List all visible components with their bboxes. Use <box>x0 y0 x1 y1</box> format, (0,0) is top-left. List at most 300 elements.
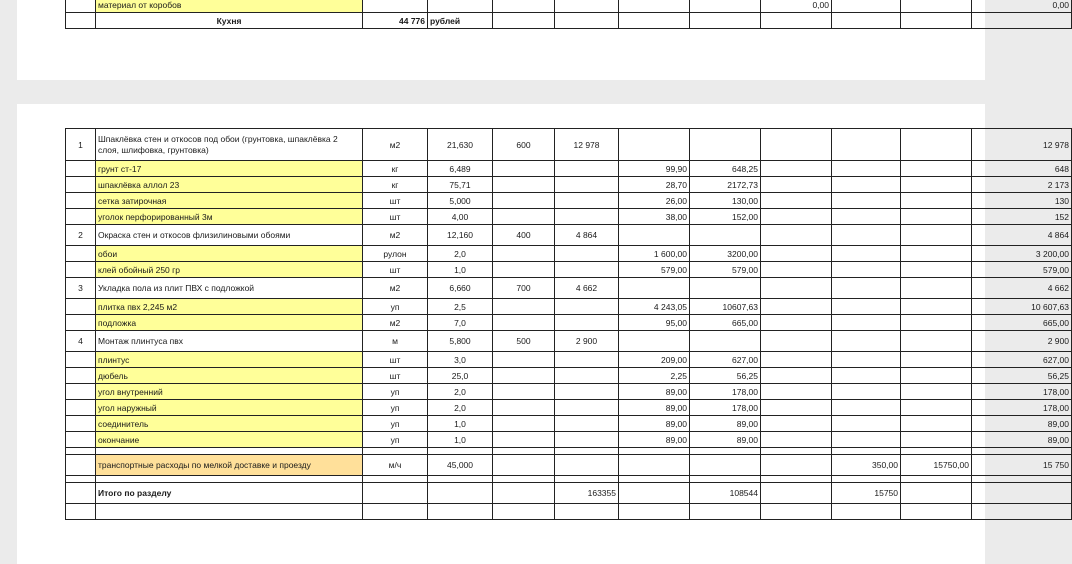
page-bottom-sheet <box>17 104 1069 564</box>
empty-cell <box>66 416 96 432</box>
material-sum: 89,00 <box>690 416 761 432</box>
empty-cell <box>619 504 690 520</box>
empty-cell <box>832 315 901 331</box>
empty-cell <box>96 448 363 455</box>
empty-cell <box>555 299 619 315</box>
material-name: уголок перфорированный 3м <box>96 209 363 225</box>
empty-cell <box>493 209 555 225</box>
empty-cell <box>555 262 619 278</box>
spacer-row <box>66 476 1072 483</box>
material-quantity: 25,0 <box>428 368 493 384</box>
empty-cell <box>555 448 619 455</box>
empty-cell <box>901 448 972 455</box>
empty-cell <box>363 0 428 13</box>
empty-cell <box>832 177 901 193</box>
work-price: 400 <box>493 225 555 246</box>
material-sum: 579,00 <box>690 262 761 278</box>
empty-cell <box>901 177 972 193</box>
section-summary-row <box>66 483 1072 504</box>
work-unit: м2 <box>363 225 428 246</box>
next-row <box>66 504 1072 520</box>
work-name: Окраска стен и откосов флизилиновыми обоями <box>96 225 363 246</box>
material-row <box>66 384 1072 400</box>
empty-cell <box>832 278 901 299</box>
empty-cell <box>493 352 555 368</box>
empty-cell <box>493 416 555 432</box>
material-name: плитка пвх 2,245 м2 <box>96 299 363 315</box>
empty-cell <box>901 209 972 225</box>
empty-cell <box>832 299 901 315</box>
material-sum: 152,00 <box>690 209 761 225</box>
empty-cell <box>690 476 761 483</box>
empty-cell <box>832 331 901 352</box>
material-unit: шт <box>363 193 428 209</box>
empty-cell <box>901 262 972 278</box>
empty-cell <box>66 483 96 504</box>
empty-cell <box>761 483 832 504</box>
empty-cell <box>555 455 619 476</box>
empty-cell <box>901 225 972 246</box>
empty-cell <box>493 448 555 455</box>
empty-cell <box>832 504 901 520</box>
material-unit: кг <box>363 161 428 177</box>
empty-cell <box>901 483 972 504</box>
empty-cell <box>66 209 96 225</box>
empty-cell <box>901 193 972 209</box>
material-name: обои <box>96 246 363 262</box>
empty-cell <box>832 246 901 262</box>
material-sum: 3200,00 <box>690 246 761 262</box>
empty-cell <box>96 504 363 520</box>
empty-cell <box>761 129 832 161</box>
empty-cell <box>901 432 972 448</box>
empty-cell <box>555 193 619 209</box>
work-name: Шпаклёвка стен и откосов под обои (грунтовка, шпаклёвка 2 слоя, шлифовка, грунтовка) <box>96 129 363 161</box>
empty-cell <box>901 331 972 352</box>
work-quantity: 5,800 <box>428 331 493 352</box>
empty-cell <box>555 246 619 262</box>
empty-cell <box>901 246 972 262</box>
material-name: подложка <box>96 315 363 331</box>
work-name: Монтаж плинтуса пвх <box>96 331 363 352</box>
page-top-sheet <box>17 0 1069 80</box>
empty-cell <box>493 455 555 476</box>
empty-cell <box>363 448 428 455</box>
material-name: угол наружный <box>96 400 363 416</box>
empty-cell <box>761 299 832 315</box>
material-unit: шт <box>363 209 428 225</box>
empty-cell <box>690 331 761 352</box>
material-quantity: 1,0 <box>428 432 493 448</box>
material-quantity: 75,71 <box>428 177 493 193</box>
material-price: 26,00 <box>619 193 690 209</box>
empty-cell <box>761 13 832 29</box>
work-sum: 12 978 <box>555 129 619 161</box>
work-row <box>66 278 1072 299</box>
empty-cell <box>96 476 363 483</box>
material-row <box>66 352 1072 368</box>
row-total-cell: 648 <box>972 161 1072 177</box>
empty-cell <box>493 483 555 504</box>
work-unit: м <box>363 331 428 352</box>
empty-cell <box>619 129 690 161</box>
material-price: 89,00 <box>619 400 690 416</box>
material-sum: 665,00 <box>690 315 761 331</box>
material-row <box>66 161 1072 177</box>
empty-cell <box>690 455 761 476</box>
empty-cell <box>901 129 972 161</box>
work-name: Укладка пола из плит ПВХ с подложкой <box>96 278 363 299</box>
material-sum: 178,00 <box>690 384 761 400</box>
empty-cell <box>619 225 690 246</box>
empty-cell <box>690 278 761 299</box>
material-row <box>66 432 1072 448</box>
material-quantity: 1,0 <box>428 262 493 278</box>
work-unit: м2 <box>363 278 428 299</box>
empty-cell <box>761 315 832 331</box>
material-row <box>66 416 1072 432</box>
material-sum: 10607,63 <box>690 299 761 315</box>
empty-cell <box>555 209 619 225</box>
empty-cell <box>972 476 1072 483</box>
material-name: шпаклёвка аллол 23 <box>96 177 363 193</box>
room-name: Кухня <box>96 13 363 29</box>
material-row <box>66 0 1072 13</box>
material-price: 95,00 <box>619 315 690 331</box>
empty-cell <box>493 177 555 193</box>
empty-cell <box>972 483 1072 504</box>
empty-cell <box>493 262 555 278</box>
material-quantity: 2,5 <box>428 299 493 315</box>
material-unit: м2 <box>363 315 428 331</box>
summary-works-total: 163355 <box>555 483 619 504</box>
work-number: 3 <box>66 278 96 299</box>
empty-cell <box>493 384 555 400</box>
material-price: 89,00 <box>619 432 690 448</box>
material-sum: 627,00 <box>690 352 761 368</box>
material-sum: 89,00 <box>690 432 761 448</box>
empty-cell <box>66 177 96 193</box>
material-price: 99,90 <box>619 161 690 177</box>
empty-cell <box>555 0 619 13</box>
empty-cell <box>493 0 555 13</box>
empty-cell <box>619 13 690 29</box>
material-name: угол внутренний <box>96 384 363 400</box>
empty-cell <box>901 416 972 432</box>
empty-cell <box>493 193 555 209</box>
transport-row <box>66 455 1072 476</box>
material-quantity: 2,0 <box>428 246 493 262</box>
row-total-cell: 579,00 <box>972 262 1072 278</box>
row-total-cell: 130 <box>972 193 1072 209</box>
empty-cell <box>555 416 619 432</box>
empty-cell <box>428 483 493 504</box>
empty-cell <box>832 193 901 209</box>
empty-cell <box>761 225 832 246</box>
material-name: клей обойный 250 гр <box>96 262 363 278</box>
empty-cell <box>761 262 832 278</box>
empty-cell <box>619 0 690 13</box>
empty-cell <box>493 246 555 262</box>
empty-cell <box>66 400 96 416</box>
empty-cell <box>428 448 493 455</box>
empty-cell <box>363 476 428 483</box>
empty-cell <box>66 448 96 455</box>
empty-cell <box>832 0 901 13</box>
work-sum: 4 662 <box>555 278 619 299</box>
empty-cell <box>619 455 690 476</box>
row-total-cell: 4 662 <box>972 278 1072 299</box>
empty-cell <box>761 331 832 352</box>
empty-cell <box>761 416 832 432</box>
empty-cell <box>690 504 761 520</box>
empty-cell <box>66 476 96 483</box>
empty-cell <box>761 246 832 262</box>
material-quantity: 6,489 <box>428 161 493 177</box>
empty-cell <box>555 352 619 368</box>
work-row <box>66 331 1072 352</box>
empty-cell <box>832 368 901 384</box>
transport-quantity: 45,000 <box>428 455 493 476</box>
empty-cell <box>66 384 96 400</box>
row-total-cell: 178,00 <box>972 400 1072 416</box>
material-row <box>66 209 1072 225</box>
empty-cell <box>761 384 832 400</box>
material-unit: уп <box>363 384 428 400</box>
empty-cell <box>66 504 96 520</box>
work-quantity: 12,160 <box>428 225 493 246</box>
material-name: материал от коробов <box>96 0 363 13</box>
empty-cell <box>363 504 428 520</box>
work-number: 2 <box>66 225 96 246</box>
row-total-cell: 2 900 <box>972 331 1072 352</box>
empty-cell <box>832 384 901 400</box>
material-name: соединитель <box>96 416 363 432</box>
empty-cell <box>832 416 901 432</box>
empty-cell <box>619 483 690 504</box>
empty-cell <box>761 209 832 225</box>
material-sum: 2172,73 <box>690 177 761 193</box>
empty-cell <box>66 368 96 384</box>
empty-cell <box>690 225 761 246</box>
material-quantity: 3,0 <box>428 352 493 368</box>
row-total-cell: 10 607,63 <box>972 299 1072 315</box>
row-total-cell: 12 978 <box>972 129 1072 161</box>
empty-cell <box>761 278 832 299</box>
empty-cell <box>832 225 901 246</box>
empty-cell <box>832 262 901 278</box>
transport-price: 350,00 <box>832 455 901 476</box>
work-price: 700 <box>493 278 555 299</box>
empty-cell <box>761 193 832 209</box>
material-unit: уп <box>363 432 428 448</box>
spacer-row <box>66 448 1072 455</box>
empty-cell <box>832 400 901 416</box>
empty-cell <box>493 504 555 520</box>
empty-cell <box>901 504 972 520</box>
empty-cell <box>66 262 96 278</box>
material-sum: 56,25 <box>690 368 761 384</box>
material-price: 4 243,05 <box>619 299 690 315</box>
empty-cell <box>428 0 493 13</box>
empty-cell <box>428 476 493 483</box>
empty-cell <box>832 129 901 161</box>
summary-label: Итого по разделу <box>96 483 363 504</box>
material-price: 1 600,00 <box>619 246 690 262</box>
material-row <box>66 315 1072 331</box>
empty-cell <box>690 0 761 13</box>
empty-cell <box>493 400 555 416</box>
empty-cell <box>555 13 619 29</box>
material-unit: шт <box>363 352 428 368</box>
empty-cell <box>761 368 832 384</box>
material-sum: 130,00 <box>690 193 761 209</box>
empty-cell <box>901 476 972 483</box>
empty-cell <box>493 315 555 331</box>
material-price: 28,70 <box>619 177 690 193</box>
empty-cell <box>832 476 901 483</box>
row-total-cell: 4 864 <box>972 225 1072 246</box>
work-sum: 4 864 <box>555 225 619 246</box>
empty-cell <box>690 13 761 29</box>
row-total-cell: 89,00 <box>972 432 1072 448</box>
material-quantity: 5,000 <box>428 193 493 209</box>
transport-name: транспортные расходы по мелкой доставке и проезду <box>96 455 363 476</box>
material-price: 209,00 <box>619 352 690 368</box>
empty-cell <box>66 432 96 448</box>
empty-cell <box>493 299 555 315</box>
empty-cell <box>761 455 832 476</box>
row-total-cell: 0,00 <box>972 0 1072 13</box>
material-sum: 178,00 <box>690 400 761 416</box>
row-total-cell: 56,25 <box>972 368 1072 384</box>
empty-cell <box>493 368 555 384</box>
empty-cell <box>761 432 832 448</box>
empty-cell <box>761 161 832 177</box>
material-unit: уп <box>363 400 428 416</box>
empty-cell <box>761 504 832 520</box>
material-row <box>66 177 1072 193</box>
empty-cell <box>66 352 96 368</box>
work-price: 600 <box>493 129 555 161</box>
material-name: окончание <box>96 432 363 448</box>
row-total-cell: 665,00 <box>972 315 1072 331</box>
empty-cell <box>901 400 972 416</box>
material-total-cell: 0,00 <box>761 0 832 13</box>
material-unit: шт <box>363 368 428 384</box>
estimate-table-main <box>65 128 1072 520</box>
row-total-cell: 15 750 <box>972 455 1072 476</box>
empty-cell <box>901 161 972 177</box>
material-unit: уп <box>363 299 428 315</box>
material-sum: 648,25 <box>690 161 761 177</box>
work-price: 500 <box>493 331 555 352</box>
material-row <box>66 400 1072 416</box>
empty-cell <box>555 384 619 400</box>
row-total-cell: 2 173 <box>972 177 1072 193</box>
work-unit: м2 <box>363 129 428 161</box>
empty-cell <box>555 400 619 416</box>
material-unit: уп <box>363 416 428 432</box>
material-price: 38,00 <box>619 209 690 225</box>
material-unit: рулон <box>363 246 428 262</box>
summary-materials-total: 108544 <box>690 483 761 504</box>
empty-cell <box>761 177 832 193</box>
empty-cell <box>66 161 96 177</box>
work-quantity: 21,630 <box>428 129 493 161</box>
empty-cell <box>66 193 96 209</box>
empty-cell <box>619 331 690 352</box>
empty-cell <box>832 161 901 177</box>
empty-cell <box>493 161 555 177</box>
empty-cell <box>901 278 972 299</box>
material-price: 89,00 <box>619 384 690 400</box>
material-quantity: 4,00 <box>428 209 493 225</box>
estimate-table-top <box>65 0 1072 29</box>
row-total-cell: 89,00 <box>972 416 1072 432</box>
empty-cell <box>901 368 972 384</box>
transport-unit: м/ч <box>363 455 428 476</box>
empty-cell <box>761 352 832 368</box>
empty-cell <box>555 177 619 193</box>
empty-cell <box>363 483 428 504</box>
material-row <box>66 262 1072 278</box>
empty-cell <box>972 13 1072 29</box>
room-total-row <box>66 13 1072 29</box>
empty-cell <box>761 476 832 483</box>
empty-cell <box>832 13 901 29</box>
material-row <box>66 368 1072 384</box>
material-name: плинтус <box>96 352 363 368</box>
material-quantity: 7,0 <box>428 315 493 331</box>
material-quantity: 1,0 <box>428 416 493 432</box>
empty-cell <box>832 352 901 368</box>
material-row <box>66 193 1072 209</box>
material-name: грунт ст-17 <box>96 161 363 177</box>
material-row <box>66 299 1072 315</box>
empty-cell <box>493 476 555 483</box>
empty-cell <box>555 476 619 483</box>
empty-cell <box>493 13 555 29</box>
work-number: 4 <box>66 331 96 352</box>
empty-cell <box>619 476 690 483</box>
work-quantity: 6,660 <box>428 278 493 299</box>
empty-cell <box>555 504 619 520</box>
empty-cell <box>690 129 761 161</box>
row-total-cell: 3 200,00 <box>972 246 1072 262</box>
work-row <box>66 129 1072 161</box>
empty-cell <box>901 352 972 368</box>
work-number: 1 <box>66 129 96 161</box>
empty-cell <box>66 246 96 262</box>
empty-cell <box>555 315 619 331</box>
material-quantity: 2,0 <box>428 400 493 416</box>
material-price: 89,00 <box>619 416 690 432</box>
empty-cell <box>761 448 832 455</box>
room-total-amount: 44 776 <box>363 13 428 29</box>
empty-cell <box>761 400 832 416</box>
empty-cell <box>832 209 901 225</box>
empty-cell <box>972 504 1072 520</box>
empty-cell <box>66 455 96 476</box>
empty-cell <box>972 448 1072 455</box>
empty-cell <box>690 448 761 455</box>
material-unit: кг <box>363 177 428 193</box>
empty-cell <box>901 0 972 13</box>
empty-cell <box>901 315 972 331</box>
material-name: дюбель <box>96 368 363 384</box>
work-sum: 2 900 <box>555 331 619 352</box>
